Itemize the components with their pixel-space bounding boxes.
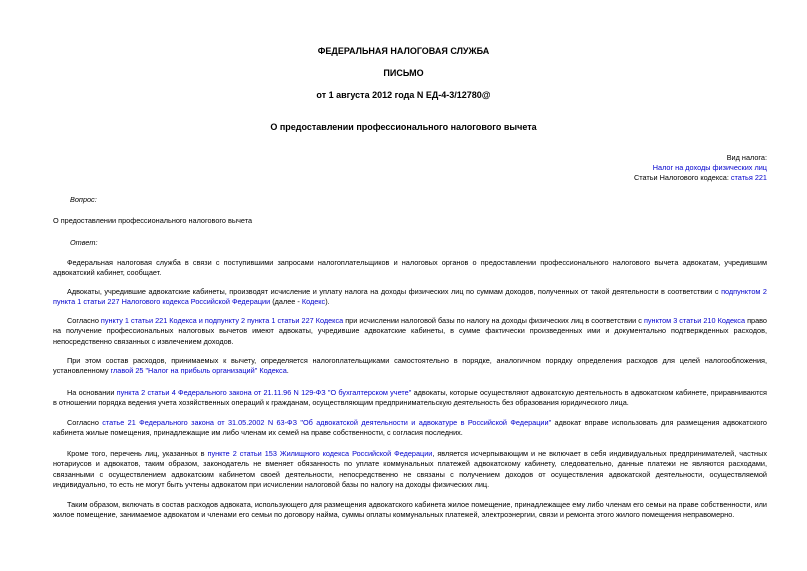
document-subject: О предоставлении профессионального налогового вычета: [270, 122, 537, 132]
tax-kind-link[interactable]: Налог на доходы физических лиц: [652, 163, 767, 172]
paragraph-5-text: На основании: [67, 388, 117, 397]
question-label: Вопрос:: [70, 195, 97, 204]
article-210-link[interactable]: пунктом 3 статьи 210 Кодекса: [643, 316, 746, 325]
paragraph-7: [53, 449, 767, 490]
paragraph-2-text: (далее -: [270, 297, 302, 307]
paragraph-8: Таким образом, включать в состав расходов адвоката, использующего для размещения адвокатского кабинета жилое помещение, принадлежащее ему либо членам его семьи на праве собственности, или жилое помещение, занимаемое адвокатом и членами его семьи по договору найма, суммы оплаты коммунальных платежей, электроэнергии, связи и ремонта этого жилого помещения неправомерно.: [53, 500, 767, 520]
paragraph-2-text: ).: [325, 297, 330, 307]
paragraph-3-text: право на получение профессиональных налоговых вычетов имеют адвокаты, учредившие адвокатские кабинеты, в сумме фактически произведенных ими и документально подтвержденных расходов, непосредственно связанных с извлечением доходов.: [53, 316, 767, 346]
paragraph-7-text: , является исчерпывающим и не включает в себя индивидуальных предпринимателей, частных нотариусов и адвокатов, таким образом, законодатель не вменяет обязанность по уплате коммунальных платежей адвокатскому кабинету, следовательно, данные платежи не являются расходами, связанными с осуществлением адвокатским кабинетом своей деятельности, непосредственно не связаны с получением доходов от осуществления адвокатской деятельности, осуществляемой индивидуально, то есть не могут быть учтены адвокатом при исчислении налоговой базы по налогу на доходы физических лиц.: [53, 449, 767, 489]
agency-title: ФЕДЕРАЛЬНАЯ НАЛОГОВАЯ СЛУЖБА: [317, 46, 490, 56]
paragraph-4-text: .: [286, 366, 289, 376]
article-227-link[interactable]: подпунктом 2 пункта 1 статьи 227 Налогового кодекса Российской Федерации: [53, 287, 767, 307]
document-date-number: от 1 августа 2012 года N ЕД-4-3/12780@: [316, 90, 491, 100]
question-text: О предоставлении профессионального налогового вычета: [53, 216, 253, 225]
chapter-25-link[interactable]: главой 25 "Налог на прибыль организаций" Кодекса: [110, 366, 287, 376]
paragraph-3-text: при исчислении налоговой базы по налогу на доходы физических лиц в соответствии с: [343, 316, 644, 325]
paragraph-2: [53, 287, 767, 308]
articles-label: Статьи Налогового кодекса:: [633, 173, 729, 182]
paragraph-6: [53, 418, 767, 439]
law-63-fz-link[interactable]: статье 21 Федерального закона от 31.05.2002 N 63-ФЗ "Об адвокатской деятельности и адвокатуре в Российской Федерации": [102, 418, 552, 427]
tax-kind-link-line: [653, 163, 767, 172]
tax-kind-label: Вид налога:: [726, 153, 767, 162]
articles-line: [634, 173, 767, 182]
paragraph-1: Федеральная налоговая служба в связи с поступившими запросами налогоплательщиков и налоговых органов о предоставлении профессионального налогового вычета адвокатам, учредившим адвокатский кабинет, сообщает.: [53, 258, 767, 278]
housing-code-link[interactable]: пункте 2 статьи 153 Жилищного кодекса Российской Федерации: [207, 449, 433, 458]
paragraph-6-text: Согласно: [67, 418, 103, 427]
paragraph-6-text: адвокат вправе использовать для размещения адвокатского кабинета жилые помещения, принадлежащие им либо членам их семей на праве собственности, с согласия последних.: [53, 418, 767, 438]
article-221-link[interactable]: статья 221: [730, 173, 767, 182]
document-type: ПИСЬМО: [383, 68, 424, 78]
paragraph-4: [53, 356, 767, 377]
paragraph-2-text: Адвокаты, учредившие адвокатские кабинеты, производят исчисление и уплату налога на доходы физических лиц по суммам доходов, полученных от такой деятельности в соответствии с: [67, 287, 722, 296]
paragraph-7-text: Кроме того, перечень лиц, указанных в: [67, 449, 208, 458]
article-221-227-link[interactable]: пункту 1 статьи 221 Кодекса и подпункту 2 пункта 1 статьи 227 Кодекса: [100, 316, 344, 325]
paragraph-3: [53, 316, 767, 347]
code-link[interactable]: Кодекс: [301, 297, 326, 307]
paragraph-5-text: адвокаты, которые осуществляют адвокатскую деятельность в адвокатском кабинете, приравниваются в отношении порядка ведения учета хозяйственных операций к гражданам, осуществляющим предпринимательскую деятельность без образования юридического лица.: [53, 388, 768, 408]
paragraph-5: [53, 388, 767, 409]
law-129-fz-link[interactable]: пункта 2 статьи 4 Федерального закона от 21.11.96 N 129-ФЗ "О бухгалтерском учете": [116, 388, 412, 397]
paragraph-3-text: Согласно: [67, 316, 101, 325]
paragraph-4-text: При этом состав расходов, принимаемых к вычету, определяется налогоплательщиками самостоятельно в порядке, аналогичном порядку определения расходов для целей налогообложения, установленному: [53, 356, 767, 376]
answer-label: Ответ:: [70, 238, 98, 247]
